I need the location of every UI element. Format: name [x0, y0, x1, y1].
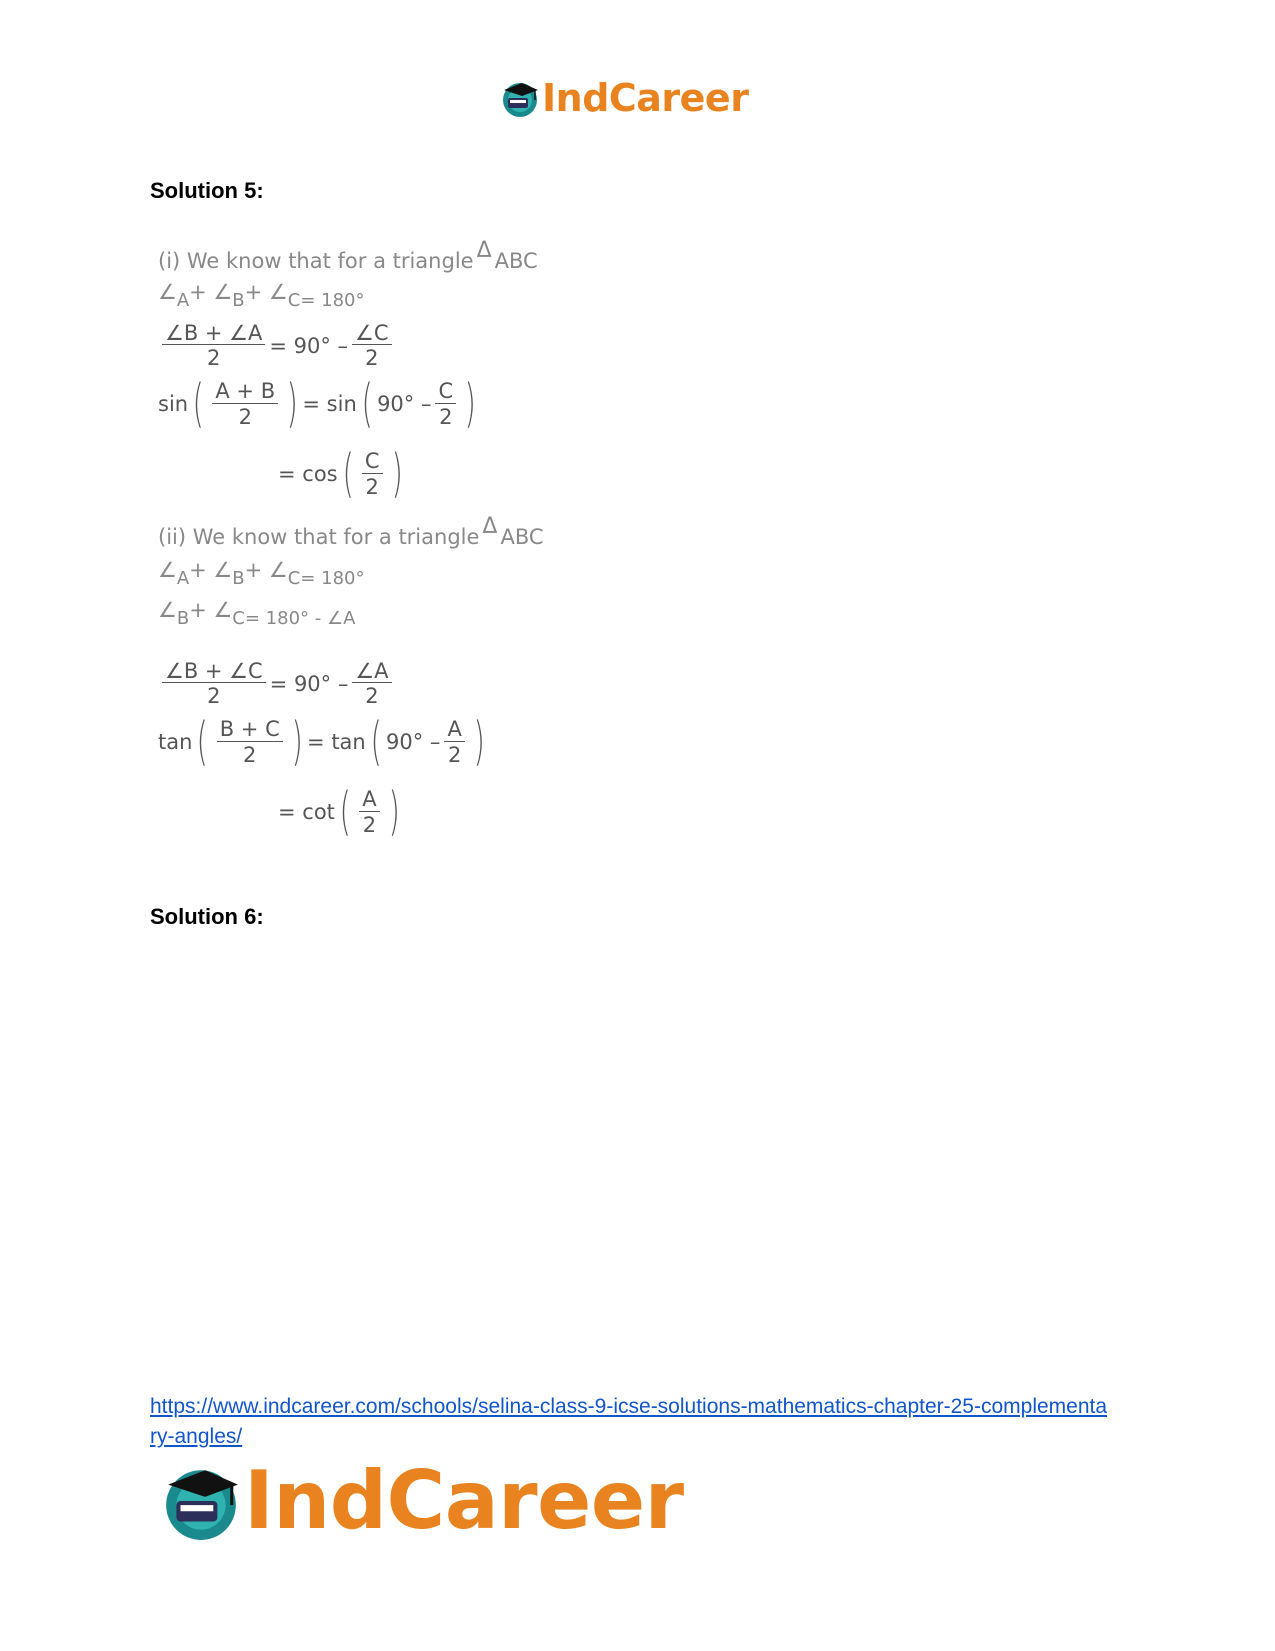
numerator: ∠A [352, 660, 391, 683]
equals-90-minus: = 90° – [269, 671, 349, 696]
angle-label: B [176, 607, 190, 629]
part-i-intro [158, 238, 538, 273]
solution-6-heading: Solution 6: [150, 904, 264, 929]
numerator: A + B [212, 380, 278, 403]
numerator: ∠B + ∠C [162, 660, 266, 683]
equals-180: = 180° [300, 289, 365, 311]
footer-logo [160, 1454, 684, 1547]
parenthesized-fraction: ( $\frac{A + B}{2}$ ) [192, 374, 298, 434]
intro-text: (i) We know that for a triangle [158, 248, 474, 273]
angle-symbol: ∠ [158, 598, 177, 622]
source-link[interactable]: https://www.indcareer.com/schools/selina-class-9-icse-solutions-mathematics-chapter-25-complementary-angles/ [150, 1395, 1108, 1448]
fraction [444, 718, 464, 765]
angle-label: A [343, 607, 356, 629]
fraction [212, 380, 278, 427]
part-ii-intro [158, 514, 544, 549]
header-logo [500, 78, 748, 118]
equals-180: = 180° [300, 567, 365, 589]
equals-90-minus: = 90° – [269, 333, 349, 358]
angle-symbol: ∠ [158, 280, 177, 304]
fraction [362, 450, 383, 497]
solution-5-heading: Solution 5: [150, 178, 264, 203]
equals-function: = cos [278, 462, 338, 486]
parenthesized-expression: ( 90° – $\frac{C}{2}$ ) [361, 374, 476, 434]
parenthesized-fraction: ( $\frac{C}{2}$ ) [342, 444, 403, 504]
fraction [162, 322, 265, 369]
angle-label: B [232, 289, 245, 311]
denominator: 2 [365, 684, 379, 709]
triangle-symbol: Δ [476, 238, 492, 263]
fraction [359, 788, 379, 835]
fraction [217, 718, 283, 765]
inner-expression: 90° – [386, 730, 441, 754]
plus-angle: + ∠ [189, 558, 233, 582]
equals-function: = sin [302, 392, 357, 416]
numerator: C [362, 450, 383, 473]
fraction [352, 660, 391, 707]
plus-angle: + ∠ [244, 280, 288, 304]
parenthesized-expression: ( 90° – $\frac{A}{2}$ ) [370, 712, 485, 772]
angle-symbol: ∠ [158, 558, 177, 582]
numerator: ∠C [352, 322, 392, 345]
triangle-symbol: Δ [482, 514, 498, 539]
logo-wordmark: IndCareer [542, 76, 749, 120]
part-i-sin-eq [158, 374, 480, 434]
parenthesized-fraction: ( $\frac{A}{2}$ ) [339, 782, 400, 842]
angle-label: B [232, 567, 245, 589]
triangle-name: ABC [494, 248, 538, 273]
part-ii-tan-eq [158, 712, 489, 772]
graduation-cap-globe-icon [500, 78, 540, 118]
numerator: B + C [217, 718, 283, 741]
part-i-angle-sum [158, 280, 365, 311]
function-name: tan [158, 730, 193, 754]
denominator: 2 [238, 404, 252, 429]
denominator: 2 [362, 812, 377, 837]
plus-angle: + ∠ [189, 280, 233, 304]
part-ii-half-angle-eq [158, 660, 396, 707]
part-ii-angle-sum [158, 558, 365, 589]
denominator: 2 [447, 742, 462, 767]
angle-label: C [232, 607, 245, 629]
numerator: A [444, 718, 464, 741]
fraction [352, 322, 392, 369]
parenthesized-fraction: ( $\frac{B + C}{2}$ ) [196, 712, 303, 772]
numerator: A [359, 788, 379, 811]
triangle-name: ABC [500, 524, 544, 549]
denominator: 2 [439, 404, 453, 429]
angle-label: A [176, 289, 190, 311]
graduation-cap-globe-icon [160, 1460, 242, 1542]
part-i-cos-eq [278, 444, 407, 504]
denominator: 2 [365, 346, 379, 371]
intro-text: (ii) We know that for a triangle [158, 524, 480, 549]
denominator: 2 [243, 742, 257, 767]
denominator: 2 [207, 684, 221, 709]
equals-function: = tan [307, 730, 366, 754]
inner-expression: 90° – [377, 392, 432, 416]
fraction [162, 660, 266, 707]
plus-angle: + ∠ [189, 598, 233, 622]
equals-180-minus: = 180° - ∠ [244, 607, 344, 629]
denominator: 2 [365, 474, 379, 499]
angle-label: C [287, 289, 301, 311]
numerator: ∠B + ∠A [162, 322, 265, 345]
denominator: 2 [207, 346, 221, 371]
angle-label: C [287, 567, 301, 589]
part-ii-cot-eq [278, 782, 404, 842]
function-name: sin [158, 392, 189, 416]
part-i-half-angle-eq [158, 322, 396, 369]
fraction [435, 380, 456, 427]
equals-function: = cot [278, 800, 335, 824]
part-ii-b-plus-c [158, 598, 356, 629]
logo-wordmark: IndCareer [244, 1454, 684, 1547]
numerator: C [435, 380, 456, 403]
angle-label: A [176, 567, 190, 589]
plus-angle: + ∠ [244, 558, 288, 582]
